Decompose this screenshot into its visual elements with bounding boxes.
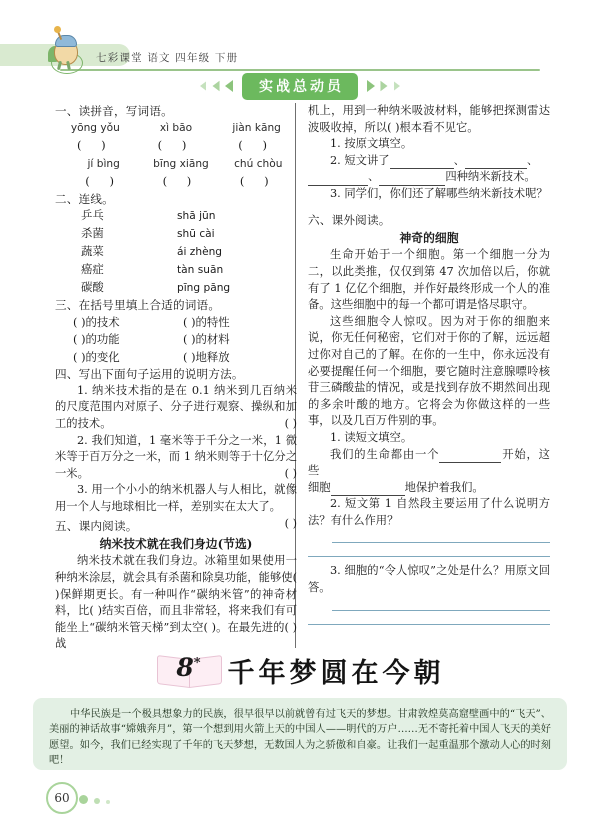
- question-text: 3. 用一个小小的纳米机器人与人相比，就像用一个人与地球相比一样，差别实在太大了。: [55, 483, 297, 513]
- worksheet-body: [0, 103, 600, 651]
- section-3-heading: 三、在括号里填上合适的词语。: [55, 298, 221, 313]
- matching-row: [55, 243, 297, 261]
- section-5-question-2: 2. 短文讲了 、 、: [308, 153, 550, 170]
- fill-item[interactable]: ( )的特性: [183, 314, 230, 329]
- section-5-question-1: 1. 按原文填空。: [330, 137, 413, 151]
- section-6-question-1-fill: [308, 447, 550, 480]
- match-word[interactable]: 癌症: [81, 262, 104, 277]
- answer-bracket[interactable]: ( ): [162, 173, 200, 188]
- question-text: 我们的生命都由一个: [330, 447, 440, 461]
- fill-item[interactable]: ( )的材料: [183, 332, 230, 347]
- page-header: [0, 28, 600, 74]
- pinyin-group-2: [55, 156, 297, 189]
- answer-bracket-row: [65, 173, 297, 189]
- footer-dot-icon: [106, 800, 110, 804]
- lesson-title: 千年梦圆在今朝: [227, 657, 445, 689]
- question-text: 开始，这些: [308, 447, 550, 478]
- question-text: 1. 纳米技术指的是在 0.1 纳米到几百纳米的尺度范围内对原子、分子进行观察、操纵和加工的技术。: [55, 383, 297, 430]
- match-pinyin[interactable]: shā jūn: [177, 210, 216, 223]
- article-title-cell: 神奇的细胞: [399, 230, 459, 245]
- matching-exercise: [55, 207, 297, 297]
- pinyin-label: yōng yǒu: [70, 122, 120, 135]
- answer-bracket[interactable]: ( ): [239, 173, 277, 188]
- article-title-neimi: 纳米技术就在我们身边(节选): [99, 536, 253, 551]
- match-pinyin[interactable]: ái zhèng: [177, 246, 223, 259]
- section-6-question-3: 3. 细胞的“令人惊叹”之处是什么？用原文回答。: [308, 564, 550, 595]
- series-title: 七彩课堂 语文 四年级 下册: [96, 52, 239, 64]
- article-paragraph-continued: 机上，用到一种纳米吸波材料，能够把探测雷达波吸收掉，所以( )根本看不见它。: [308, 104, 550, 134]
- answer-bracket[interactable]: ( ): [157, 137, 195, 152]
- fill-item[interactable]: ( )的技术: [73, 314, 120, 329]
- student-mascot-icon: [46, 30, 88, 72]
- page-footer: [46, 782, 246, 822]
- question-text: 2. 短文讲了: [330, 153, 390, 167]
- section-4-question: [55, 433, 297, 483]
- header-rule: [60, 69, 540, 71]
- answer-bracket[interactable]: ( ): [238, 137, 275, 152]
- section-5-heading: 五、课内阅读。: [55, 518, 138, 533]
- pinyin-label: chú chòu: [234, 158, 283, 171]
- article-paragraph-1: 生命开始于一个细胞。第一个细胞一分为二，以此类推，仅仅到第 47 次加倍以后，你就有了 1 亿亿个细胞，并作好最终形成一个人的准备。这些细胞中的每一个都可谓是恪尽职守。: [308, 248, 550, 312]
- fill-row: [55, 349, 297, 367]
- pinyin-label: jiàn kāng: [232, 122, 281, 135]
- lesson-intro-box: [33, 698, 567, 770]
- section-4-heading: 四、写出下面句子运用的说明方法。: [55, 367, 244, 382]
- section-4-question: [55, 383, 297, 433]
- left-column: [55, 103, 297, 653]
- section-6-question-2: 2. 短文第 1 自然段主要运用了什么说明方法？有什么作用？: [308, 497, 550, 527]
- match-pinyin[interactable]: shū cài: [177, 228, 215, 241]
- fill-item[interactable]: ( )的功能: [73, 332, 120, 347]
- answer-bracket[interactable]: ( ): [85, 173, 123, 188]
- triangle-right-icon: [394, 82, 400, 91]
- footer-dot-icon: [94, 798, 100, 804]
- fill-row: [55, 314, 297, 332]
- match-pinyin[interactable]: tàn suān: [177, 264, 224, 277]
- matching-row: [55, 261, 297, 279]
- matching-row: [55, 225, 297, 243]
- open-book-icon: [156, 650, 222, 690]
- match-word[interactable]: 蔬菜: [81, 244, 104, 259]
- fill-row: [55, 331, 297, 349]
- answer-line[interactable]: [332, 542, 550, 543]
- answer-bracket[interactable]: ( ): [284, 416, 297, 430]
- answer-blank[interactable]: [439, 462, 501, 463]
- question-text: 四种纳米新技术。: [445, 170, 536, 184]
- matching-row: [55, 279, 297, 297]
- right-column: [308, 103, 550, 625]
- answer-line[interactable]: [332, 610, 550, 611]
- pinyin-row: [55, 120, 297, 136]
- triangle-right-icon: [367, 80, 375, 92]
- match-word[interactable]: 乒乓: [81, 208, 104, 223]
- fill-blank-exercise: [55, 314, 297, 367]
- banner-title: 实战总动员: [242, 73, 358, 100]
- answer-line[interactable]: [308, 624, 550, 625]
- triangle-left-icon: [212, 81, 219, 92]
- answer-bracket[interactable]: ( ): [284, 466, 297, 480]
- intro-text: 中华民族是一个极具想象力的民族，很早很早以前就曾有过飞天的梦想。甘肃敦煌莫高窟壁画中的“飞天”、美丽的神话故事“嫦娥奔月”，第一个想到用火箭上天的中国人——明代的万户……无不寄托着中国人飞天的美好愿望。如今，我们已经实现了千年的飞天梦想，无数国人为之骄傲和自豪。让我们一起重温那个激动人心的时刻吧！: [49, 709, 551, 767]
- section-banner: [0, 74, 600, 98]
- match-pinyin[interactable]: pīng pāng: [177, 282, 231, 295]
- answer-line[interactable]: [308, 556, 550, 557]
- footer-dot-icon: [79, 795, 88, 804]
- pinyin-label: bīng xiāng: [153, 158, 209, 171]
- question-text: 细胞: [308, 480, 331, 494]
- section-1-heading: 一、读拼音，写词语。: [55, 104, 173, 118]
- triangle-left-icon: [225, 80, 233, 92]
- lesson-title-block: [0, 646, 600, 694]
- match-word[interactable]: 碳酸: [81, 280, 104, 295]
- section-6-question-1: 1. 读短文填空。: [330, 430, 413, 444]
- pinyin-label: jí bìng: [87, 158, 120, 171]
- page-number: 60: [46, 782, 78, 814]
- section-5-question-2-line2: 、 四种纳米新技术。: [308, 169, 550, 186]
- answer-bracket[interactable]: ( ): [284, 516, 297, 530]
- article-paragraph: 纳米技术就在我们身边。冰箱里如果使用一种纳米涂层，就会具有杀菌和除臭功能，能够使( )保鲜期更长。有一种叫作“碳纳米管”的神奇材料，比( )结实百倍，而且非常轻，将来我们有可能坐上“碳纳米管天梯”到太空( )。在最先进的( )战: [55, 554, 297, 651]
- pinyin-label: xì bāo: [159, 122, 193, 135]
- answer-bracket[interactable]: ( ): [76, 137, 114, 152]
- lesson-number: 8*: [176, 653, 201, 682]
- article-paragraph-2: 这些细胞令人惊叹。因为对于你的细胞来说，你无任何秘密，它们对于你的了解，远远超过你对自己的了解。在你的一生中，你永远没有必要提醒任何一个细胞，要它随时注意腺嘌呤核苷三磷酸盐的情况，或是找到存放不期然间出现的多余叶酸的地方。它将会为你做这样的一些事，以及几百万件别的事。: [308, 314, 550, 428]
- pinyin-group-1: [55, 120, 297, 153]
- matching-row: [55, 207, 297, 225]
- match-word[interactable]: 杀菌: [81, 226, 104, 241]
- section-6-heading: 六、课外阅读。: [308, 212, 391, 227]
- fill-item[interactable]: ( )地释放: [183, 349, 230, 364]
- section-5-question-3: 3. 同学们，你们还了解哪些纳米新技术呢？: [330, 186, 548, 200]
- section-2-heading: 二、连线。: [55, 192, 114, 207]
- fill-item[interactable]: ( )的变化: [73, 349, 120, 364]
- answer-bracket-row: [55, 137, 297, 153]
- pinyin-row: [65, 156, 297, 172]
- triangle-left-icon: [200, 82, 206, 91]
- section-6-question-1-fill-line2: [308, 480, 550, 497]
- question-text: 2. 我们知道，1 毫米等于千分之一米，1 微米等于百万分之一米，而 1 纳米则等于十亿分之一米。: [55, 433, 297, 480]
- question-text: 地保护着我们。: [404, 480, 484, 494]
- triangle-right-icon: [380, 81, 387, 92]
